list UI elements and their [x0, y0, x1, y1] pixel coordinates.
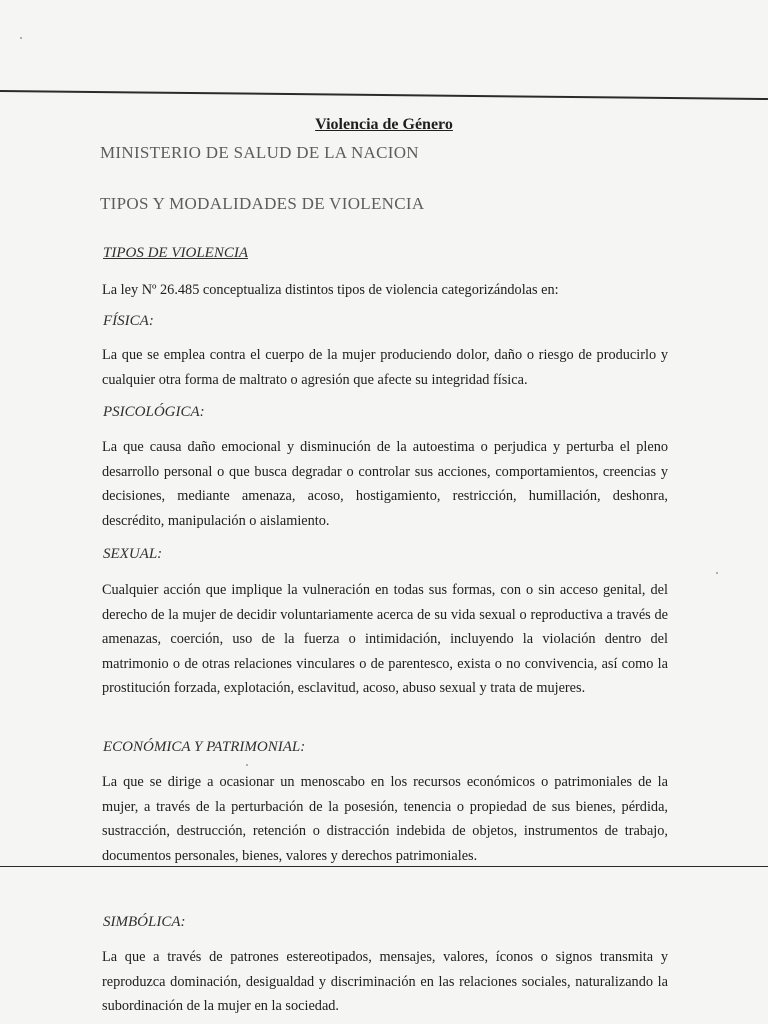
scan-speck [20, 37, 22, 39]
heading-economica: ECONÓMICA Y PATRIMONIAL: [103, 739, 306, 755]
subsection-title: TIPOS DE VIOLENCIA [103, 245, 248, 261]
paragraph-economica: La que se dirige a ocasionar un menoscabo en los recursos económicos o patrimoniales de la mujer, a través de la perturbación de la posesión, tenencia o propiedad de sus bienes, pérdida, sustracción, destrucción, retención o distracción indebida de objetos, instrumentos de trabajo, documentos personales, bienes, valores y derechos patrimoniales. [102, 774, 668, 864]
document-title: Violencia de Género [315, 116, 453, 133]
section-title: TIPOS Y MODALIDADES DE VIOLENCIA [100, 194, 425, 213]
paragraph-fisica: La que se emplea contra el cuerpo de la mujer produciendo dolor, daño o riesgo de producirlo y cualquier otra forma de maltrato o agresión que afecte su integridad física. [102, 347, 668, 388]
intro-paragraph: La ley Nº 26.485 conceptualiza distintos tipos de violencia categorizándolas en: [102, 282, 559, 298]
scan-speck [246, 764, 248, 766]
paragraph-simbolica: La que a través de patrones estereotipados, mensajes, valores, íconos o signos transmita y reproduzca dominación, desigualdad y discriminación en las relaciones sociales, naturalizando la subordinación de la mujer en la sociedad. [102, 949, 668, 1014]
heading-simbolica: SIMBÓLICA: [103, 914, 186, 930]
heading-psicologica: PSICOLÓGICA: [103, 404, 205, 420]
paragraph-sexual: Cualquier acción que implique la vulneración en todas sus formas, con o sin acceso genital, del derecho de la mujer de decidir voluntariamente acerca de su vida sexual o reproductiva a través de amenazas, coerción, uso de la fuerza o intimidación, incluyendo la violación dentro del matrimonio o de otras relaciones vinculares o de parentesco, exista o no convivencia, así como la prostitución forzada, explotación, esclavitud, acoso, abuso sexual y trata de mujeres. [102, 582, 668, 696]
scan-speck [716, 572, 718, 574]
ministry-heading: MINISTERIO DE SALUD DE LA NACION [100, 143, 419, 162]
top-page-rule [0, 90, 768, 100]
paragraph-psicologica: La que causa daño emocional y disminución de la autoestima o perjudica y perturba el pleno desarrollo personal o que busca degradar o controlar sus acciones, comportamientos, creencias y decisiones, mediante amenaza, acoso, hostigamiento, restricción, humillación, deshonra, descrédito, manipulación o aislamiento. [102, 439, 668, 529]
heading-sexual: SEXUAL: [103, 546, 163, 562]
heading-fisica: FÍSICA: [103, 313, 154, 329]
